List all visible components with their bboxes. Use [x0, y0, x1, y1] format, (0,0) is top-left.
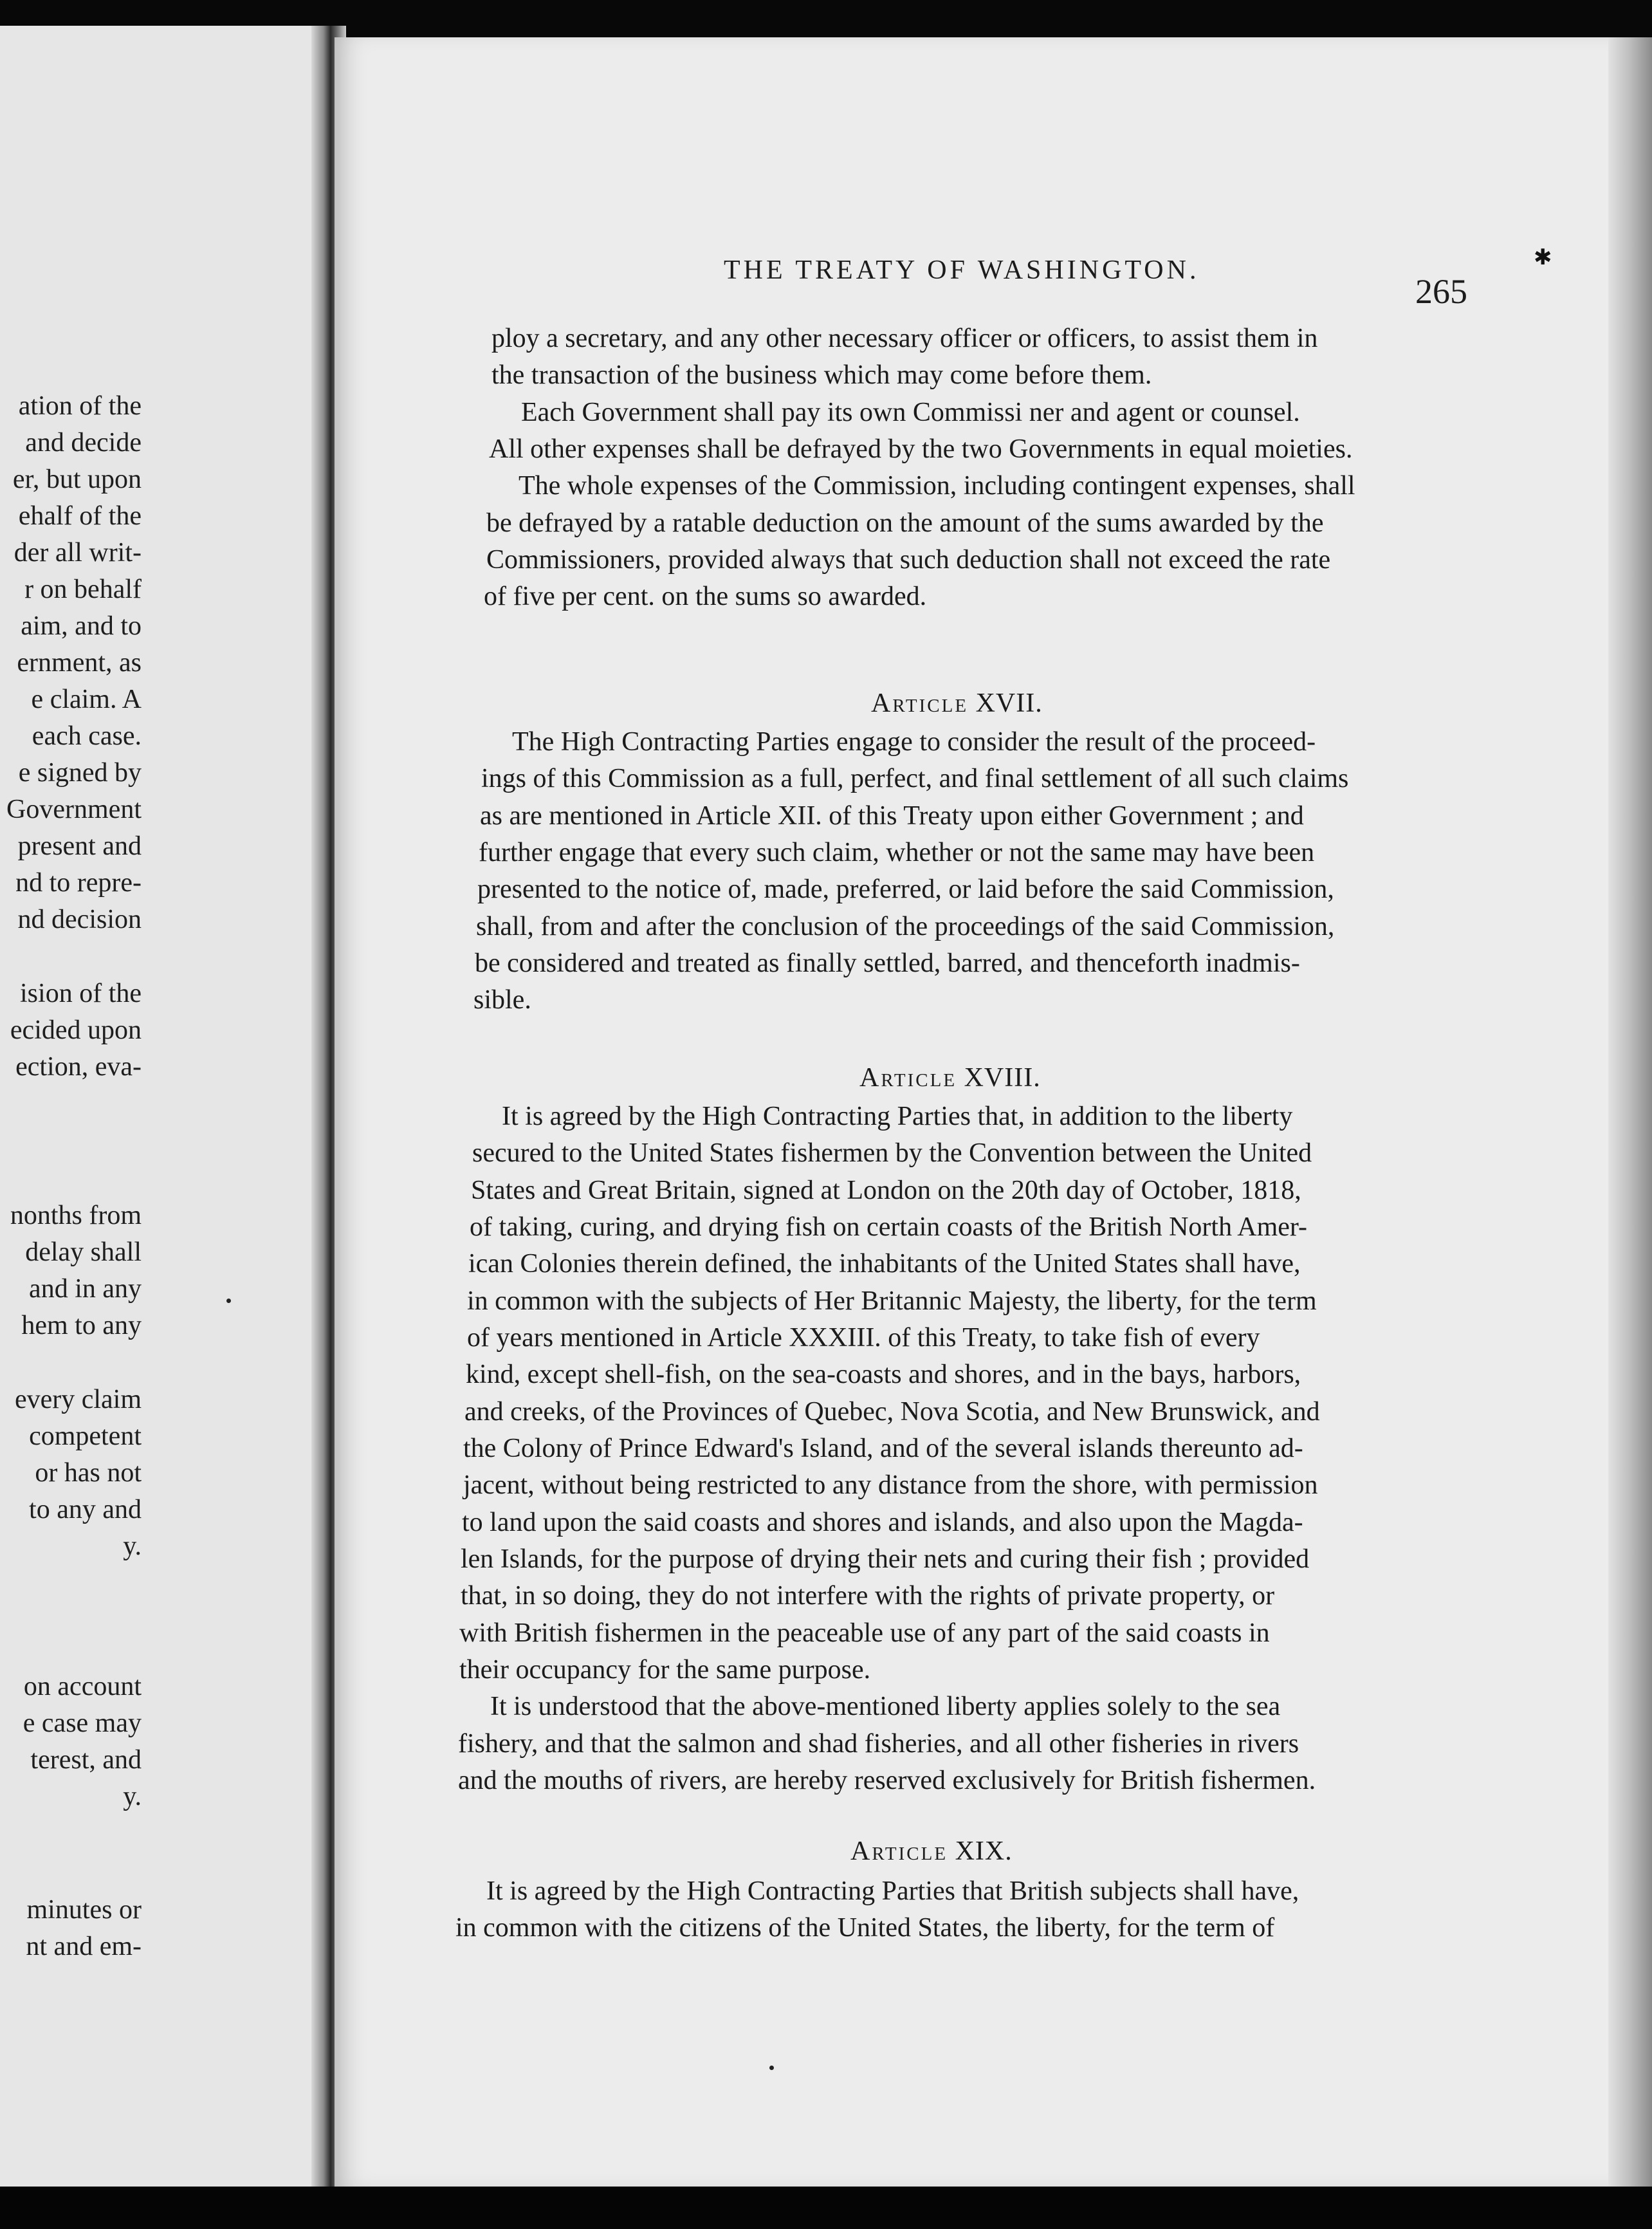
left-fragment: y.: [123, 1531, 142, 1561]
left-fragment: every claim: [14, 1385, 142, 1414]
body-line: It is agreed by the High Contracting Parties that British subjects shall have,: [486, 1876, 1299, 1906]
body-line: that, in so doing, they do not interfere with the rights of private property, or: [461, 1581, 1275, 1611]
body-line: and the mouths of rivers, are hereby reserved exclusively for British fishermen.: [458, 1766, 1316, 1795]
body-line: ploy a secretary, and any other necessary officer or officers, to assist them in: [491, 324, 1318, 353]
left-fragment: and decide: [25, 428, 142, 458]
left-fragment: minutes or: [26, 1895, 142, 1925]
body-line: and creeks, of the Provinces of Quebec, Nova Scotia, and New Brunswick, and: [464, 1397, 1320, 1427]
body-line: be defrayed by a ratable deduction on the amount of the sums awarded by the: [486, 508, 1324, 538]
body-line: of taking, curing, and drying fish on certain coasts of the British North Amer-: [470, 1212, 1308, 1242]
body-line: in common with the subjects of Her Britannic Majesty, the liberty, for the term: [467, 1286, 1317, 1316]
article-number: XVII.: [975, 689, 1043, 718]
body-line: as are mentioned in Article XII. of this Treaty upon either Government ; and: [480, 801, 1304, 831]
body-line: ings of this Commission as a full, perfect, and final settlement of all such claims: [481, 764, 1349, 793]
article-heading-xvii: [871, 690, 1043, 717]
left-fragment: present and: [17, 831, 142, 861]
left-fragment: to any and: [29, 1495, 142, 1524]
left-fragment: ecided upon: [10, 1015, 142, 1045]
body-line: shall, from and after the conclusion of the proceedings of the said Commission,: [476, 912, 1335, 941]
left-fragment: on account: [23, 1672, 142, 1701]
article-word: Article: [859, 1063, 957, 1093]
left-facing-page: [0, 26, 329, 2189]
left-fragment: der all writ-: [14, 538, 142, 568]
left-fragment: ection, eva-: [15, 1052, 142, 1082]
article-word: Article: [850, 1836, 948, 1866]
body-line: States and Great Britain, signed at London on the 20th day of October, 1818,: [471, 1176, 1301, 1205]
left-fragment: hem to any: [21, 1311, 142, 1340]
left-fragment: nd to repre-: [15, 868, 142, 898]
left-fragment: ision of the: [20, 979, 142, 1008]
left-fragment: er, but upon: [12, 465, 142, 494]
left-fragment: competent: [29, 1421, 142, 1451]
left-fragment: ation of the: [18, 391, 142, 421]
asterisk-mark-icon: ✱: [1534, 246, 1552, 270]
body-line: of five per cent. on the sums so awarded.: [484, 582, 927, 611]
body-line: further engage that every such claim, whether or not the same may have been: [479, 838, 1315, 867]
left-fragment: Government: [6, 795, 142, 824]
left-fragment: aim, and to: [21, 611, 142, 641]
body-line: Each Government shall pay its own Commissi ner and agent or counsel.: [521, 398, 1300, 427]
article-number: XIX.: [955, 1836, 1013, 1866]
left-fragment: nt and em-: [26, 1932, 142, 1961]
body-line: be considered and treated as finally settled, barred, and thenceforth inadmis-: [475, 948, 1300, 978]
article-word: Article: [871, 689, 969, 718]
body-line: It is understood that the above-mentioned liberty applies solely to the sea: [490, 1692, 1281, 1721]
left-fragment: terest, and: [30, 1745, 142, 1775]
body-line: their occupancy for the same purpose.: [459, 1655, 871, 1685]
body-line: len Islands, for the purpose of drying their nets and curing their fish ; provided: [461, 1544, 1310, 1574]
scan-speck: [769, 2066, 774, 2070]
left-fragment: nd decision: [17, 905, 142, 934]
body-line: fishery, and that the salmon and shad fisheries, and all other fisheries in rivers: [458, 1729, 1299, 1759]
body-line: in common with the citizens of the United States, the liberty, for the term of: [455, 1913, 1275, 1943]
article-heading-xviii: [859, 1064, 1041, 1091]
body-line: All other expenses shall be defrayed by the two Governments in equal moieties.: [489, 434, 1353, 464]
left-fragment: each case.: [32, 721, 142, 751]
body-line: The High Contracting Parties engage to consider the result of the proceed-: [512, 727, 1316, 757]
body-line: the Colony of Prince Edward's Island, and of the several islands thereunto ad-: [463, 1434, 1303, 1463]
page-number: 265: [1415, 272, 1467, 311]
left-fragment: nonths from: [10, 1201, 142, 1230]
body-line: to land upon the said coasts and shores and islands, and also upon the Magda-: [462, 1508, 1303, 1537]
body-line: ican Colonies therein defined, the inhabitants of the United States shall have,: [468, 1249, 1301, 1279]
body-line: the transaction of the business which may come before them.: [491, 360, 1152, 390]
left-fragment: and in any: [29, 1274, 142, 1304]
body-line: secured to the United States fishermen by the Convention between the United: [472, 1138, 1312, 1168]
body-line: kind, except shell-fish, on the sea-coasts and shores, and in the bays, harbors,: [466, 1360, 1301, 1389]
article-number: XVIII.: [964, 1063, 1041, 1093]
left-fragment: delay shall: [25, 1237, 142, 1267]
left-fragment: ehalf of the: [18, 501, 142, 531]
left-fragment: e claim. A: [31, 685, 142, 714]
left-fragment: e signed by: [18, 758, 142, 788]
body-line: Commissioners, provided always that such deduction shall not exceed the rate: [486, 545, 1331, 575]
body-line: presented to the notice of, made, preferred, or laid before the said Commission,: [477, 874, 1334, 904]
running-title: THE TREATY OF WASHINGTON.: [724, 255, 1200, 285]
left-fragment: ernment, as: [17, 648, 142, 678]
left-fragment: or has not: [35, 1458, 142, 1488]
body-line: with British fishermen in the peaceable use of any part of the said coasts in: [459, 1618, 1270, 1648]
body-line: of years mentioned in Article XXXIII. of this Treaty, to take fish of every: [467, 1323, 1260, 1353]
body-line: The whole expenses of the Commission, including contingent expenses, shall: [519, 471, 1355, 501]
article-heading-xix: [850, 1838, 1013, 1865]
scan-bottom-border: [0, 2187, 1652, 2229]
body-line: jacent, without being restricted to any distance from the shore, with permission: [463, 1470, 1318, 1500]
body-line: It is agreed by the High Contracting Parties that, in addition to the liberty: [502, 1102, 1293, 1131]
left-fragment: y.: [123, 1782, 142, 1811]
left-fragment: e case may: [23, 1708, 142, 1738]
left-fragment: r on behalf: [24, 575, 142, 604]
page-edge-shadow: [1608, 37, 1652, 2187]
scan-speck: [226, 1299, 231, 1303]
body-line: sible.: [473, 985, 531, 1015]
